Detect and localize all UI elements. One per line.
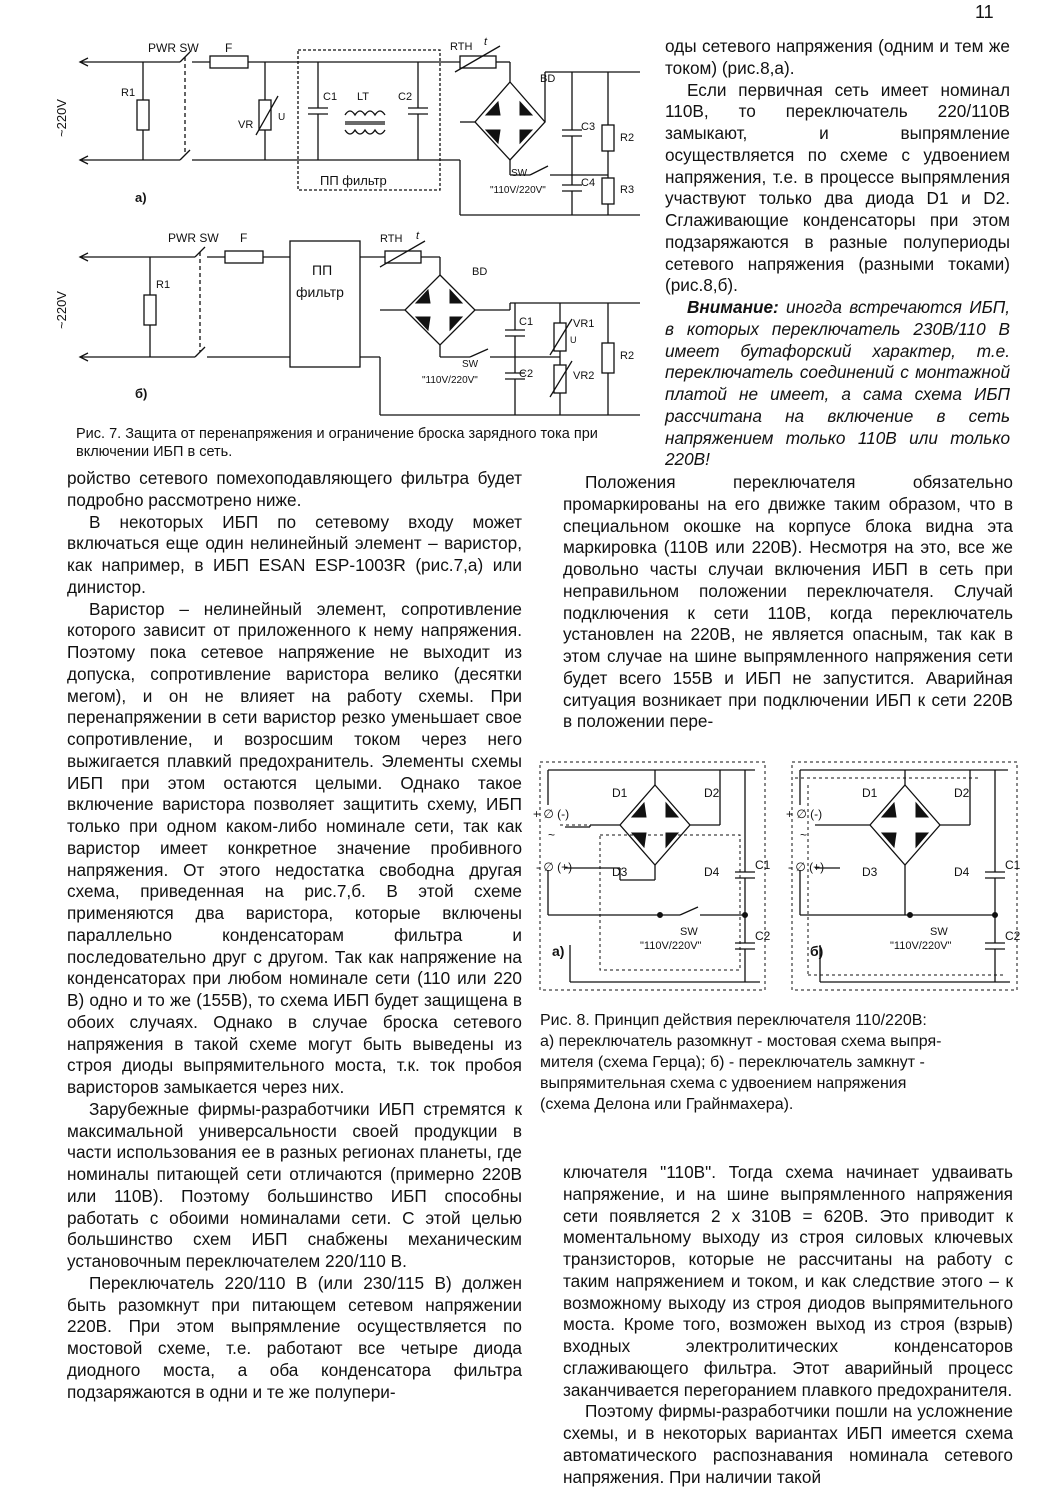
figure-8-caption-line: (схема Делона или Грайнмахера).: [540, 1096, 794, 1113]
figure-8-caption-line: Рис. 8. Принцип действия переключателя 110/220В:: [540, 1012, 927, 1029]
fig7a-c4: C4: [581, 177, 596, 189]
fig7a-label: а): [135, 190, 147, 205]
fig8b-label: б): [810, 943, 824, 959]
fig8a-c1: C1: [755, 858, 771, 872]
fig7a-f: F: [225, 41, 233, 55]
fig8b-minus-plus: - ∅ (+): [788, 860, 825, 874]
fig7b-c2: C2: [519, 368, 534, 380]
paragraph: Зарубежные фирмы-разработчики ИБП стремятся к максимальной универсальности своей продукции в части использования ее в разных регионах планеты, где номиналы питающей сети отличаются (примерно 220В или 110В). Поэтому большинство ИБП способны работать с обоими номиналами сети. С этой целью большинство схем ИБП снабжены механическим установочным переключателем 220/110 В.: [67, 1098, 522, 1271]
fig7b-rth: RTH: [380, 233, 403, 245]
fig8a-label: а): [552, 943, 565, 959]
fig7a-sw: SW: [511, 168, 528, 179]
fig8a-c2: C2: [755, 929, 771, 943]
fig7b-pwr-sw: PWR SW: [168, 231, 219, 245]
figure-7-caption: [76, 425, 646, 461]
fig8a-d1: D1: [612, 786, 628, 800]
paragraph: оды сетевого напряжения (одним и тем же током) (рис.8,а).: [665, 36, 1010, 78]
fig7a-pwr-sw: PWR SW: [148, 41, 199, 55]
fig7b-r2: R2: [620, 350, 635, 362]
figure-8-schematic: [0, 745, 1060, 1005]
warning-text: иногда встречаются ИБП, в которых переключатель 230В/110 В имеет бутафорский характер, т.е. переключатель соединений с монтажной платой не имеет, а сама схема ИБП рассчитана на включение в сеть напряжением только 110В или только 220В!: [665, 297, 1010, 470]
figure-8-caption: [540, 1010, 1020, 1115]
fig7b-sw: SW: [462, 359, 479, 370]
fig7b-vr2: VR2: [573, 370, 595, 382]
fig7a-vr: VR: [238, 119, 254, 131]
right-column-top: [665, 36, 1010, 471]
paragraph: Варистор – нелинейный элемент, сопротивление которого зависит от приложенного к нему напряжения. Поэтому пока сетевое напряжение не выходит из допуска, сопротивление варистора велико (десятки мегом), и он не влияет на работу схемы. При перенапряжении в сети варистор резко уменьшает свое сопротивление, и возросшим током через него выжигается плавкий предохранитель. Элементы схемы ИБП при этом остаются целыми. Однако такое включение варистора позволяет защитить схему, ИБП только при одном каком-либо номинале сети, так как варистор имеет конкретное значение пробивного напряжения. От этого недостатка свободна другая схема, приведенная на рис.7,б. В этой схеме применяются два варистора, которые включены параллельно конденсаторам фильтра и последовательно друг с другом. Так как напряжение на конденсаторах при любом номинале сети (110 или 220 В) одно и то же (155В), то схема ИБП будет защищена в обоих случаях. Однако в случае броска сетевого напряжения в такой схеме могут быть выведены из строя диоды выпрямительного моста, т.к. ток пробоя варисторов замыкается через них.: [67, 598, 522, 1097]
fig8a-d2: D2: [704, 786, 720, 800]
fig8b-d1: D1: [862, 786, 878, 800]
paragraph: ройство сетевого помехоподавляющего фильтра будет подробно рассмотрено ниже.: [67, 468, 522, 510]
fig7b-u: U: [570, 335, 577, 345]
fig7b-filter-2: фильтр: [296, 284, 344, 300]
fig7b-f: F: [240, 231, 248, 245]
paragraph: Если первичная сеть имеет номинал 110В, то переключатель 220/110В замыкают, и выпрямление осуществляется по схеме с удвоением напряжения, т.е. в процессе выпрямления участвуют только два диода D1 и D2. Сглаживающие конденсаторы при этом подзаряжаются в разные полупериоды сетевого напряжения (разными токами) (рис.8,б).: [665, 79, 1010, 296]
paragraph: В некоторых ИБП по сетевому входу может включаться еще один нелинейный элемент – варистор, как например, в ИБП ESAN ESP-1003R (рис.7,а) или динистор.: [67, 511, 522, 597]
fig7b-r1: R1: [156, 279, 171, 291]
fig7a-c2: C2: [398, 91, 413, 103]
fig7b-voltage: ~220V: [54, 291, 69, 329]
fig7a-u: U: [278, 112, 286, 123]
fig8b-d4: D4: [954, 865, 970, 879]
fig7a-filter: ПП фильтр: [320, 173, 387, 188]
page-number: 11: [975, 2, 994, 22]
fig8b-d3: D3: [862, 865, 878, 879]
fig8b-c1: C1: [1005, 858, 1021, 872]
figure-7-caption-line: включении ИБП в сеть.: [76, 444, 233, 460]
fig8a-plus-minus: + ∅ (-): [533, 807, 570, 821]
fig8b-sw-val: "110V/220V": [890, 940, 952, 952]
fig7a-r2: R2: [620, 132, 635, 144]
paragraph: ключателя "110В". Тогда схема начинает удваивать напряжение, и на шине выпрямленного напряжения сети появляется 2 x 310В = 620В. Это приводит к моментальному выходу из строя силовых ключевых транзисторов, которые не рассчитаны на работу с таким напряжением и током, и как следствие этого – к возможному выходу из строя диодов выпрямительного моста. Кроме того, возможен выход из строя (взрыв) входных электролитических конденсаторов сглаживающего фильтра. Этот аварийный процесс заканчивается перегоранием плавкого предохранителя.: [563, 1162, 1013, 1400]
fig7a-c1: C1: [323, 91, 338, 103]
fig7b-sw-val: "110V/220V": [422, 375, 478, 386]
paragraph: Поэтому фирмы-разработчики пошли на усложнение схемы, и в некоторых вариантах ИБП имеется схема автоматического распознавания номинала сетевого напряжения. При наличии такой: [563, 1401, 1013, 1487]
fig7a-t: t: [484, 36, 488, 48]
fig7b-filter-1: ПП: [312, 262, 333, 278]
fig8a-minus-plus: - ∅ (+): [536, 860, 573, 874]
fig7a-rth: RTH: [450, 41, 473, 53]
fig7b-label: б): [135, 386, 148, 401]
right-column-middle: [563, 472, 1013, 733]
right-column-bottom: [563, 1162, 1013, 1488]
fig7a-voltage: ~220V: [54, 99, 69, 137]
fig8a-sw: SW: [680, 926, 698, 938]
fig7a-sw-val: "110V/220V": [490, 185, 546, 196]
figure-8-caption-line: мителя (схема Герца); б) - переключатель замкнут -: [540, 1054, 925, 1071]
fig7b-vr1: VR1: [573, 318, 595, 330]
fig8b-plus-minus: + ∅ (-): [786, 807, 823, 821]
warning-label: Внимание:: [687, 297, 779, 317]
fig8b-d2: D2: [954, 786, 970, 800]
fig8a-d4: D4: [704, 865, 720, 879]
paragraph: Переключатель 220/110 В (или 230/115 В) должен быть разомкнут при питающем сетевом напряжении 220В. При этом выпрямление осуществляется по мостовой схеме, т.е. работают все четыре диода диодного моста, а оба конденсатора фильтра подзаряжаются в одни и те же полупери-: [67, 1272, 522, 1402]
figure-7-caption-line: Рис. 7. Защита от перенапряжения и ограничение броска зарядного тока при: [76, 426, 598, 442]
fig7a-r3: R3: [620, 184, 635, 196]
warning-paragraph: [665, 297, 1010, 471]
fig8b-sw: SW: [930, 926, 948, 938]
fig7a-bd: BD: [540, 73, 556, 85]
fig7b-t: t: [416, 230, 420, 242]
fig7b-bd: BD: [472, 266, 488, 278]
fig7a-c3: C3: [581, 121, 596, 133]
fig8b-c2: C2: [1005, 929, 1021, 943]
fig8a-sw-val: "110V/220V": [640, 940, 702, 952]
fig8a-d3: D3: [612, 865, 628, 879]
paragraph: Положения переключателя обязательно промаркированы на его движке таким образом, что в специальном окошке на корпусе блока видна эта маркировка (110В или 220В). Несмотря на это, все же довольно часты случаи включения ИБП в сеть при неправильном положении переключателя. Случай подключения к сети 110В, когда переключатель установлен на 220В, не является опасным, так как в этом случае на шине выпрямленного напряжения сети будет всего 155В и ИБП не запустится. Аварийная ситуация возникает при подключении ИБП к сети 220В в положении пере-: [563, 472, 1013, 732]
figure-8-caption-line: а) переключатель разомкнут - мостовая схема выпря-: [540, 1033, 942, 1050]
fig8a-tilde: ~: [548, 828, 556, 842]
figure-8-caption-line: выпрямительная схема с удвоением напряжения: [540, 1075, 907, 1092]
fig7b-c1: C1: [519, 316, 534, 328]
fig7a-lt: LT: [357, 91, 370, 103]
fig7a-r1: R1: [121, 87, 136, 99]
fig8b-tilde: ~: [800, 828, 808, 842]
